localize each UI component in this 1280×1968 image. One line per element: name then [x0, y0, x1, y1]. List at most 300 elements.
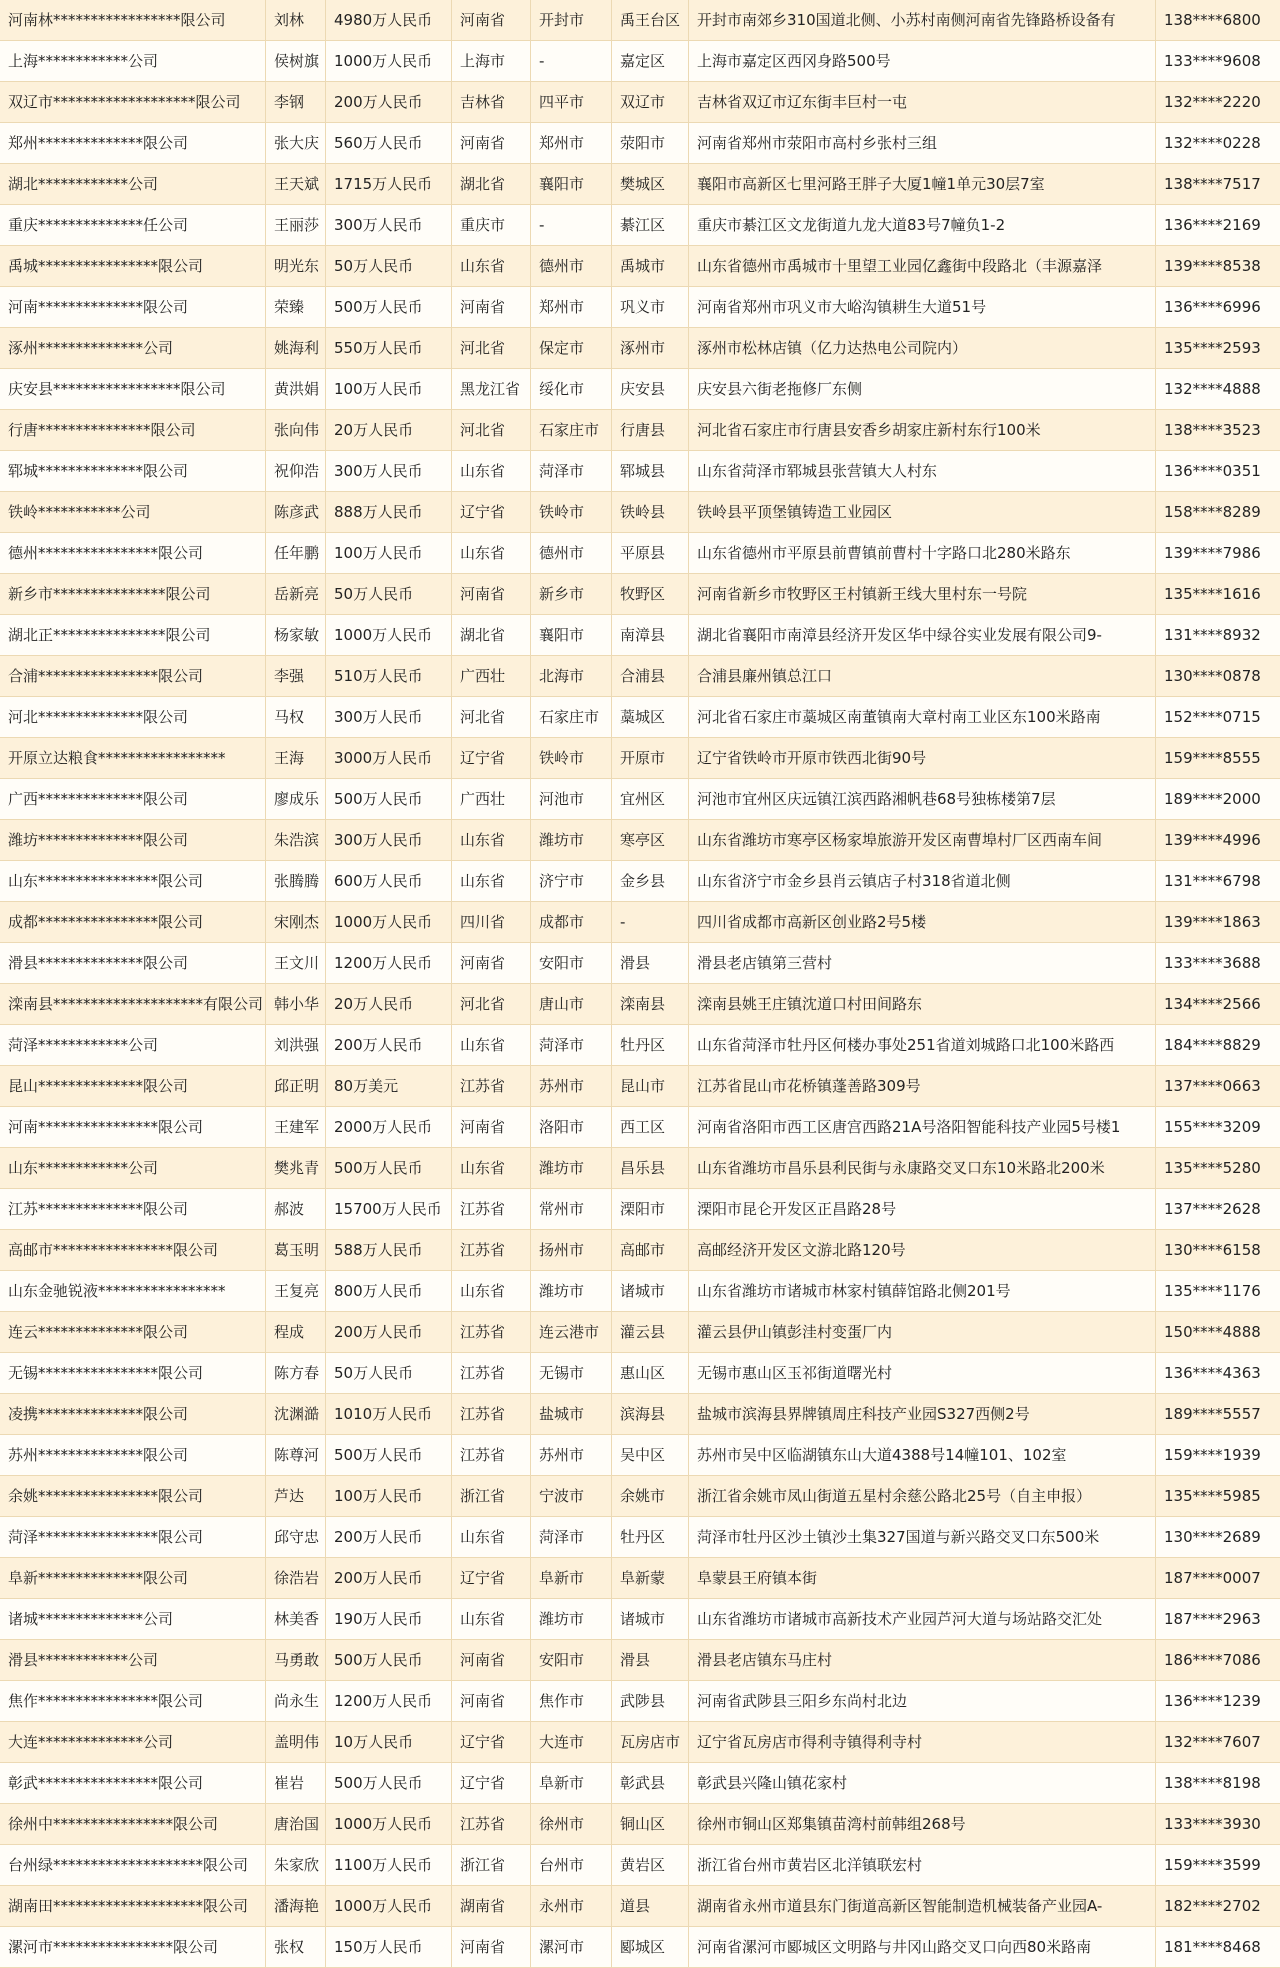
legal-person-cell: 刘林 — [266, 0, 326, 40]
phone-cell: 139****1863 — [1164, 912, 1261, 931]
province-cell: 江苏省 — [452, 1066, 531, 1106]
table-row — [0, 738, 1280, 779]
district-cell: 藁城区 — [612, 697, 689, 737]
company-name-cell: 漯河市****************限公司 — [0, 1927, 266, 1967]
legal-person-cell: 姚海利 — [266, 328, 326, 368]
phone-cell: 135****2593 — [1164, 338, 1261, 357]
registered-capital-cell: 300万人民币 — [326, 205, 452, 245]
city-cell: 潍坊市 — [531, 1599, 612, 1639]
table-row — [0, 1271, 1280, 1312]
city-cell: 德州市 — [531, 246, 612, 286]
province-cell: 山东省 — [452, 533, 531, 573]
phone-cell: 130****2689 — [1164, 1527, 1261, 1546]
address-cell: 湖南省永州市道县东门街道高新区智能制造机械装备产业园A- — [689, 1886, 1156, 1926]
province-cell: 河南省 — [452, 1640, 531, 1680]
registered-capital-cell: 500万人民币 — [326, 1763, 452, 1803]
province-cell: 浙江省 — [452, 1476, 531, 1516]
legal-person-cell: 李钢 — [266, 82, 326, 122]
company-name-cell: 滦南县********************有限公司 — [0, 984, 266, 1024]
registered-capital-cell: 588万人民币 — [326, 1230, 452, 1270]
company-name-cell: 行唐***************限公司 — [0, 410, 266, 450]
company-name-cell: 开原立达粮食***************** — [0, 738, 266, 778]
province-cell: 辽宁省 — [452, 492, 531, 532]
phone-cell: 137****0663 — [1164, 1076, 1261, 1095]
province-cell: 江苏省 — [452, 1435, 531, 1475]
district-cell: 铜山区 — [612, 1804, 689, 1844]
phone-cell: 136****1239 — [1164, 1691, 1261, 1710]
city-cell: 潍坊市 — [531, 1271, 612, 1311]
registered-capital-cell: 500万人民币 — [326, 1640, 452, 1680]
phone-cell: 133****3930 — [1164, 1814, 1261, 1833]
address-cell: 徐州市铜山区郑集镇苗湾村前韩组268号 — [689, 1804, 1156, 1844]
city-cell: 河池市 — [531, 779, 612, 819]
legal-person-cell: 马权 — [266, 697, 326, 737]
registered-capital-cell: 50万人民币 — [326, 246, 452, 286]
table-row — [0, 82, 1280, 123]
city-cell: 扬州市 — [531, 1230, 612, 1270]
phone-cell: 150****4888 — [1164, 1322, 1261, 1341]
district-cell: 惠山区 — [612, 1353, 689, 1393]
district-cell: 平原县 — [612, 533, 689, 573]
city-cell: 苏州市 — [531, 1066, 612, 1106]
company-name-cell: 高邮市****************限公司 — [0, 1230, 266, 1270]
province-cell: 重庆市 — [452, 205, 531, 245]
company-name-cell: 河南**************限公司 — [0, 287, 266, 327]
district-cell: 诸城市 — [612, 1271, 689, 1311]
company-name-cell: 河北**************限公司 — [0, 697, 266, 737]
registered-capital-cell: 1000万人民币 — [326, 615, 452, 655]
legal-person-cell: 徐浩岩 — [266, 1558, 326, 1598]
table-row — [0, 615, 1280, 656]
legal-person-cell: 葛玉明 — [266, 1230, 326, 1270]
province-cell: 江苏省 — [452, 1189, 531, 1229]
registered-capital-cell: 1000万人民币 — [326, 1804, 452, 1844]
registered-capital-cell: 100万人民币 — [326, 1476, 452, 1516]
district-cell: 巩义市 — [612, 287, 689, 327]
phone-cell: 139****7986 — [1164, 543, 1261, 562]
district-cell: 阜新蒙 — [612, 1558, 689, 1598]
district-cell: 禹城市 — [612, 246, 689, 286]
table-row — [0, 287, 1280, 328]
district-cell: 昆山市 — [612, 1066, 689, 1106]
table-row — [0, 1927, 1280, 1968]
table-row — [0, 1066, 1280, 1107]
registered-capital-cell: 2000万人民币 — [326, 1107, 452, 1147]
table-row — [0, 574, 1280, 615]
district-cell: 合浦县 — [612, 656, 689, 696]
city-cell: - — [531, 41, 612, 81]
registered-capital-cell: 200万人民币 — [326, 1517, 452, 1557]
address-cell: 河南省洛阳市西工区唐宫西路21A号洛阳智能科技产业园5号楼1 — [689, 1107, 1156, 1147]
phone-cell: 186****7086 — [1164, 1650, 1261, 1669]
province-cell: 湖南省 — [452, 1886, 531, 1926]
address-cell: 山东省德州市平原县前曹镇前曹村十字路口北280米路东 — [689, 533, 1156, 573]
legal-person-cell: 侯树旗 — [266, 41, 326, 81]
city-cell: 焦作市 — [531, 1681, 612, 1721]
province-cell: 河南省 — [452, 1107, 531, 1147]
province-cell: 河南省 — [452, 574, 531, 614]
registered-capital-cell: 50万人民币 — [326, 574, 452, 614]
registered-capital-cell: 1010万人民币 — [326, 1394, 452, 1434]
phone-cell: 187****2963 — [1164, 1609, 1261, 1628]
phone-cell: 136****2169 — [1164, 215, 1261, 234]
address-cell: 河南省郑州市巩义市大峪沟镇耕生大道51号 — [689, 287, 1156, 327]
registered-capital-cell: 510万人民币 — [326, 656, 452, 696]
district-cell: 宜州区 — [612, 779, 689, 819]
phone-cell: 182****2702 — [1164, 1896, 1261, 1915]
registered-capital-cell: 1715万人民币 — [326, 164, 452, 204]
province-cell: 吉林省 — [452, 82, 531, 122]
table-row — [0, 164, 1280, 205]
city-cell: 阜新市 — [531, 1558, 612, 1598]
company-name-cell: 湖北正***************限公司 — [0, 615, 266, 655]
registered-capital-cell: 20万人民币 — [326, 984, 452, 1024]
address-cell: 山东省菏泽市郓城县张营镇大人村东 — [689, 451, 1156, 491]
city-cell: 成都市 — [531, 902, 612, 942]
province-cell: 江苏省 — [452, 1353, 531, 1393]
phone-cell: 159****1939 — [1164, 1445, 1261, 1464]
registered-capital-cell: 200万人民币 — [326, 82, 452, 122]
district-cell: 荥阳市 — [612, 123, 689, 163]
district-cell: 庆安县 — [612, 369, 689, 409]
phone-cell: 159****8555 — [1164, 748, 1261, 767]
registered-capital-cell: 300万人民币 — [326, 451, 452, 491]
district-cell: 诸城市 — [612, 1599, 689, 1639]
registered-capital-cell: 200万人民币 — [326, 1558, 452, 1598]
phone-cell: 136****0351 — [1164, 461, 1261, 480]
district-cell: 牧野区 — [612, 574, 689, 614]
province-cell: 河北省 — [452, 410, 531, 450]
legal-person-cell: 樊兆青 — [266, 1148, 326, 1188]
phone-cell: 159****3599 — [1164, 1855, 1261, 1874]
province-cell: 河南省 — [452, 123, 531, 163]
legal-person-cell: 马勇敢 — [266, 1640, 326, 1680]
company-name-cell: 菏泽************公司 — [0, 1025, 266, 1065]
legal-person-cell: 杨家敏 — [266, 615, 326, 655]
city-cell: 德州市 — [531, 533, 612, 573]
phone-cell: 187****0007 — [1164, 1568, 1261, 1587]
table-row — [0, 697, 1280, 738]
district-cell: 黄岩区 — [612, 1845, 689, 1885]
table-row — [0, 1845, 1280, 1886]
city-cell: 永州市 — [531, 1886, 612, 1926]
legal-person-cell: 王海 — [266, 738, 326, 778]
province-cell: 辽宁省 — [452, 1558, 531, 1598]
address-cell: 浙江省余姚市凤山街道五星村余慈公路北25号（自主申报） — [689, 1476, 1156, 1516]
phone-cell: 137****2628 — [1164, 1199, 1261, 1218]
address-cell: 河南省郑州市荥阳市高村乡张村三组 — [689, 123, 1156, 163]
address-cell: 山东省潍坊市昌乐县利民街与永康路交叉口东10米路北200米 — [689, 1148, 1156, 1188]
address-cell: 河北省石家庄市藁城区南董镇南大章村南工业区东100米路南 — [689, 697, 1156, 737]
table-row — [0, 1394, 1280, 1435]
legal-person-cell: 沈渊澔 — [266, 1394, 326, 1434]
district-cell: 昌乐县 — [612, 1148, 689, 1188]
registered-capital-cell: 800万人民币 — [326, 1271, 452, 1311]
company-name-cell: 湖北************公司 — [0, 164, 266, 204]
legal-person-cell: 王建军 — [266, 1107, 326, 1147]
city-cell: 徐州市 — [531, 1804, 612, 1844]
legal-person-cell: 唐治国 — [266, 1804, 326, 1844]
city-cell: 石家庄市 — [531, 697, 612, 737]
company-name-cell: 庆安县*****************限公司 — [0, 369, 266, 409]
address-cell: 盐城市滨海县界牌镇周庄科技产业园S327西侧2号 — [689, 1394, 1156, 1434]
address-cell: 山东省济宁市金乡县肖云镇店子村318省道北侧 — [689, 861, 1156, 901]
registered-capital-cell: 200万人民币 — [326, 1312, 452, 1352]
table-row — [0, 984, 1280, 1025]
province-cell: 河北省 — [452, 328, 531, 368]
province-cell: 辽宁省 — [452, 738, 531, 778]
city-cell: 四平市 — [531, 82, 612, 122]
phone-cell: 132****7607 — [1164, 1732, 1261, 1751]
company-name-cell: 广西**************限公司 — [0, 779, 266, 819]
legal-person-cell: 郝波 — [266, 1189, 326, 1229]
company-name-cell: 台州绿********************限公司 — [0, 1845, 266, 1885]
legal-person-cell: 韩小华 — [266, 984, 326, 1024]
registered-capital-cell: 500万人民币 — [326, 779, 452, 819]
phone-cell: 134****2566 — [1164, 994, 1261, 1013]
address-cell: 滑县老店镇第三营村 — [689, 943, 1156, 983]
city-cell: 漯河市 — [531, 1927, 612, 1967]
table-row — [0, 1763, 1280, 1804]
city-cell: 北海市 — [531, 656, 612, 696]
city-cell: 台州市 — [531, 1845, 612, 1885]
address-cell: 无锡市惠山区玉祁街道曙光村 — [689, 1353, 1156, 1393]
table-row — [0, 1558, 1280, 1599]
legal-person-cell: 王复亮 — [266, 1271, 326, 1311]
company-name-cell: 上海************公司 — [0, 41, 266, 81]
table-row — [0, 1640, 1280, 1681]
address-cell: 襄阳市高新区七里河路王胖子大厦1幢1单元30层7室 — [689, 164, 1156, 204]
table-row — [0, 1886, 1280, 1927]
province-cell: 山东省 — [452, 246, 531, 286]
legal-person-cell: 潘海艳 — [266, 1886, 326, 1926]
registered-capital-cell: 190万人民币 — [326, 1599, 452, 1639]
legal-person-cell: 张大庆 — [266, 123, 326, 163]
registered-capital-cell: 3000万人民币 — [326, 738, 452, 778]
table-row — [0, 41, 1280, 82]
legal-person-cell: 荣臻 — [266, 287, 326, 327]
company-name-cell: 铁岭***********公司 — [0, 492, 266, 532]
phone-cell: 135****1616 — [1164, 584, 1261, 603]
city-cell: 宁波市 — [531, 1476, 612, 1516]
legal-person-cell: 张权 — [266, 1927, 326, 1967]
address-cell: 合浦县廉州镇总江口 — [689, 656, 1156, 696]
province-cell: 河南省 — [452, 943, 531, 983]
table-row — [0, 1517, 1280, 1558]
city-cell: 无锡市 — [531, 1353, 612, 1393]
table-row — [0, 656, 1280, 697]
legal-person-cell: 任年鹏 — [266, 533, 326, 573]
table-row — [0, 205, 1280, 246]
address-cell: 山东省潍坊市寒亭区杨家埠旅游开发区南曹埠村厂区西南车间 — [689, 820, 1156, 860]
company-name-cell: 山东****************限公司 — [0, 861, 266, 901]
district-cell: 滨海县 — [612, 1394, 689, 1434]
legal-person-cell: 盖明伟 — [266, 1722, 326, 1762]
address-cell: 浙江省台州市黄岩区北洋镇联宏村 — [689, 1845, 1156, 1885]
address-cell: 阜蒙县王府镇本街 — [689, 1558, 1156, 1598]
registered-capital-cell: 4980万人民币 — [326, 0, 452, 40]
phone-cell: 130****0878 — [1164, 666, 1261, 685]
company-name-cell: 滑县**************限公司 — [0, 943, 266, 983]
table-row — [0, 1476, 1280, 1517]
address-cell: 溧阳市昆仑开发区正昌路28号 — [689, 1189, 1156, 1229]
table-row — [0, 1435, 1280, 1476]
province-cell: 江苏省 — [452, 1804, 531, 1844]
registered-capital-cell: 15700万人民币 — [326, 1189, 452, 1229]
legal-person-cell: 王丽莎 — [266, 205, 326, 245]
table-row — [0, 1025, 1280, 1066]
city-cell: 常州市 — [531, 1189, 612, 1229]
registered-capital-cell: 150万人民币 — [326, 1927, 452, 1967]
company-name-cell: 德州****************限公司 — [0, 533, 266, 573]
city-cell: 铁岭市 — [531, 492, 612, 532]
company-name-cell: 涿州**************公司 — [0, 328, 266, 368]
table-row — [0, 1599, 1280, 1640]
phone-cell: 136****4363 — [1164, 1363, 1261, 1382]
province-cell: 广西壮 — [452, 779, 531, 819]
company-name-cell: 凌携**************限公司 — [0, 1394, 266, 1434]
registered-capital-cell: 200万人民币 — [326, 1025, 452, 1065]
city-cell: 潍坊市 — [531, 1148, 612, 1188]
district-cell: 彰武县 — [612, 1763, 689, 1803]
table-row — [0, 902, 1280, 943]
phone-cell: 189****2000 — [1164, 789, 1261, 808]
legal-person-cell: 宋刚杰 — [266, 902, 326, 942]
district-cell: 武陟县 — [612, 1681, 689, 1721]
province-cell: 湖北省 — [452, 615, 531, 655]
company-name-cell: 无锡****************限公司 — [0, 1353, 266, 1393]
table-row — [0, 1148, 1280, 1189]
phone-cell: 133****9608 — [1164, 51, 1261, 70]
city-cell: 郑州市 — [531, 287, 612, 327]
district-cell: 嘉定区 — [612, 41, 689, 81]
legal-person-cell: 廖成乐 — [266, 779, 326, 819]
registered-capital-cell: 1000万人民币 — [326, 41, 452, 81]
table-row — [0, 369, 1280, 410]
company-name-cell: 阜新**************限公司 — [0, 1558, 266, 1598]
city-cell: 洛阳市 — [531, 1107, 612, 1147]
legal-person-cell: 张腾腾 — [266, 861, 326, 901]
legal-person-cell: 邱守忠 — [266, 1517, 326, 1557]
province-cell: 黑龙江省 — [452, 369, 531, 409]
province-cell: 河南省 — [452, 287, 531, 327]
company-name-cell: 江苏**************限公司 — [0, 1189, 266, 1229]
district-cell: 涿州市 — [612, 328, 689, 368]
address-cell: 河南省漯河市郾城区文明路与井冈山路交叉口向西80米路南 — [689, 1927, 1156, 1967]
province-cell: 河南省 — [452, 0, 531, 40]
district-cell: 金乡县 — [612, 861, 689, 901]
company-name-cell: 成都****************限公司 — [0, 902, 266, 942]
phone-cell: 132****2220 — [1164, 92, 1261, 111]
table-row — [0, 246, 1280, 287]
province-cell: 山东省 — [452, 1517, 531, 1557]
registered-capital-cell: 500万人民币 — [326, 1148, 452, 1188]
district-cell: 行唐县 — [612, 410, 689, 450]
province-cell: 辽宁省 — [452, 1722, 531, 1762]
city-cell: 阜新市 — [531, 1763, 612, 1803]
legal-person-cell: 岳新亮 — [266, 574, 326, 614]
registered-capital-cell: 100万人民币 — [326, 533, 452, 573]
city-cell: 安阳市 — [531, 943, 612, 983]
registered-capital-cell: 500万人民币 — [326, 1435, 452, 1475]
district-cell: 吴中区 — [612, 1435, 689, 1475]
city-cell: 唐山市 — [531, 984, 612, 1024]
phone-cell: 138****6800 — [1164, 10, 1261, 29]
district-cell: 余姚市 — [612, 1476, 689, 1516]
legal-person-cell: 黄洪娟 — [266, 369, 326, 409]
legal-person-cell: 李强 — [266, 656, 326, 696]
registered-capital-cell: 300万人民币 — [326, 820, 452, 860]
registered-capital-cell: 300万人民币 — [326, 697, 452, 737]
district-cell: 滦南县 — [612, 984, 689, 1024]
province-cell: 山东省 — [452, 451, 531, 491]
city-cell: 铁岭市 — [531, 738, 612, 778]
city-cell: 菏泽市 — [531, 1517, 612, 1557]
province-cell: 山东省 — [452, 1148, 531, 1188]
address-cell: 山东省德州市禹城市十里望工业园亿鑫街中段路北（丰源嘉泽 — [689, 246, 1156, 286]
phone-cell: 189****5557 — [1164, 1404, 1261, 1423]
address-cell: 湖北省襄阳市南漳县经济开发区华中绿谷实业发展有限公司9- — [689, 615, 1156, 655]
address-cell: 辽宁省瓦房店市得利寺镇得利寺村 — [689, 1722, 1156, 1762]
company-name-cell: 禹城****************限公司 — [0, 246, 266, 286]
city-cell: 盐城市 — [531, 1394, 612, 1434]
address-cell: 滦南县姚王庄镇沈道口村田间路东 — [689, 984, 1156, 1024]
company-name-cell: 连云**************限公司 — [0, 1312, 266, 1352]
province-cell: 山东省 — [452, 861, 531, 901]
district-cell: 郓城县 — [612, 451, 689, 491]
address-cell: 河北省石家庄市行唐县安香乡胡家庄新村东行100米 — [689, 410, 1156, 450]
province-cell: 河南省 — [452, 1681, 531, 1721]
address-cell: 铁岭县平顶堡镇铸造工业园区 — [689, 492, 1156, 532]
province-cell: 河北省 — [452, 984, 531, 1024]
address-cell: 重庆市綦江区文龙街道九龙大道83号7幢负1-2 — [689, 205, 1156, 245]
district-cell: 綦江区 — [612, 205, 689, 245]
registered-capital-cell: 500万人民币 — [326, 287, 452, 327]
company-name-cell: 河南林*****************限公司 — [0, 0, 266, 40]
city-cell: 石家庄市 — [531, 410, 612, 450]
city-cell: 菏泽市 — [531, 451, 612, 491]
district-cell: 铁岭县 — [612, 492, 689, 532]
registered-capital-cell: 1200万人民币 — [326, 943, 452, 983]
table-row — [0, 820, 1280, 861]
city-cell: 济宁市 — [531, 861, 612, 901]
district-cell: 滑县 — [612, 1640, 689, 1680]
registered-capital-cell: 1000万人民币 — [326, 902, 452, 942]
province-cell: 广西壮 — [452, 656, 531, 696]
legal-person-cell: 陈方春 — [266, 1353, 326, 1393]
city-cell: 苏州市 — [531, 1435, 612, 1475]
company-name-cell: 焦作****************限公司 — [0, 1681, 266, 1721]
table-row — [0, 1353, 1280, 1394]
legal-person-cell: 程成 — [266, 1312, 326, 1352]
city-cell: 开封市 — [531, 0, 612, 40]
registered-capital-cell: 20万人民币 — [326, 410, 452, 450]
legal-person-cell: 张向伟 — [266, 410, 326, 450]
city-cell: 连云港市 — [531, 1312, 612, 1352]
legal-person-cell: 陈彦武 — [266, 492, 326, 532]
legal-person-cell: 邱正明 — [266, 1066, 326, 1106]
address-cell: 滑县老店镇东马庄村 — [689, 1640, 1156, 1680]
phone-cell: 131****8932 — [1164, 625, 1261, 644]
table-row — [0, 451, 1280, 492]
phone-cell: 132****0228 — [1164, 133, 1261, 152]
table-row — [0, 492, 1280, 533]
province-cell: 山东省 — [452, 1599, 531, 1639]
district-cell: 瓦房店市 — [612, 1722, 689, 1762]
district-cell: 牡丹区 — [612, 1025, 689, 1065]
phone-cell: 155****3209 — [1164, 1117, 1261, 1136]
legal-person-cell: 尚永生 — [266, 1681, 326, 1721]
